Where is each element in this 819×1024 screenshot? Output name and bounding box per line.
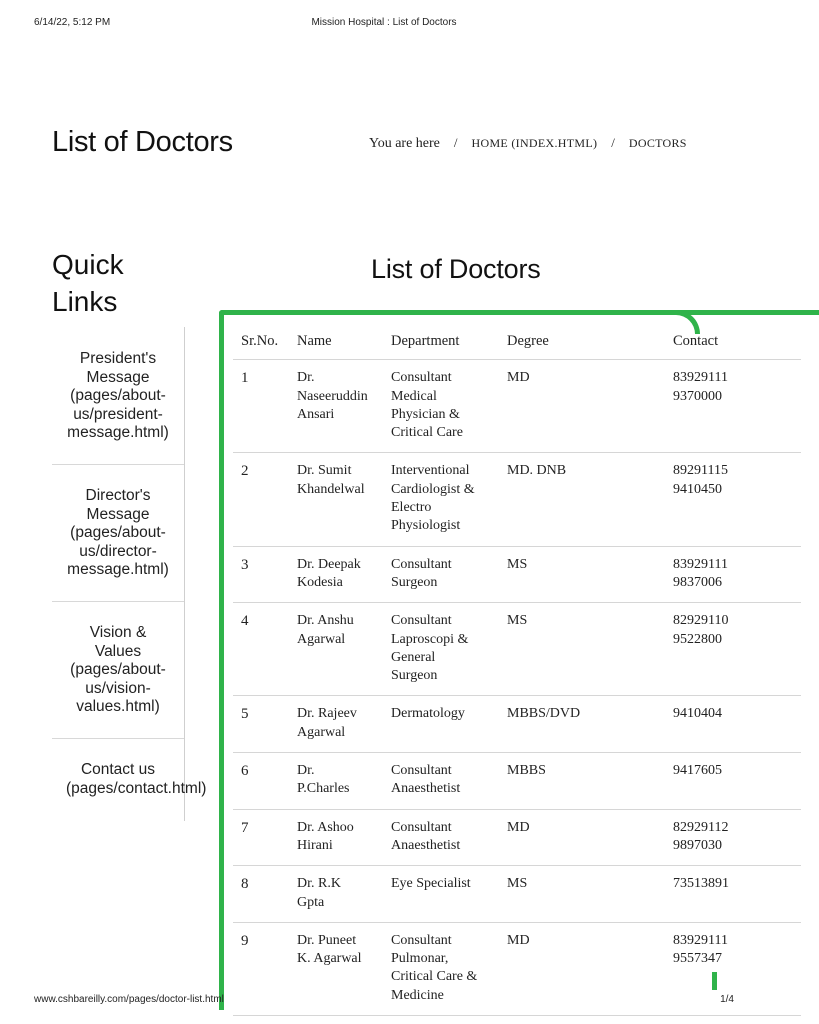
cell-contact-line: 9897030 — [673, 837, 722, 853]
cell-department — [391, 603, 507, 696]
cell-contact-line: 9417605 — [673, 763, 722, 779]
cell-contact — [673, 453, 801, 546]
cell-department-line: General — [391, 649, 436, 665]
column-header-degree: Degree — [507, 333, 549, 349]
cell-name-line: Dr. Ashoo — [297, 819, 354, 835]
cell-name-line: K. Agarwal — [297, 951, 362, 967]
cell-name-line: P.Charles — [297, 781, 350, 797]
cell-contact — [673, 922, 801, 1015]
cell-department-line: Consultant — [391, 556, 452, 572]
print-title: Mission Hospital : List of Doctors — [311, 17, 457, 28]
table-row — [233, 866, 801, 923]
quick-link-vision-values[interactable] — [52, 624, 184, 717]
cell-department-line: Medical — [391, 388, 437, 404]
cell-name-line: Agarwal — [297, 631, 346, 647]
link-line: Contact us — [80, 761, 156, 778]
quick-links-divider — [52, 464, 184, 465]
cell-degree: MD — [507, 819, 530, 835]
link-line: Director's — [85, 487, 151, 504]
cell-name-line: Dr. Puneet — [297, 932, 357, 948]
cell-department-line: Consultant — [391, 819, 452, 835]
print-url: www.cshbareilly.com/pages/doctor-list.html — [34, 994, 224, 1005]
cell-department-line: Interventional — [391, 463, 470, 479]
link-line: (pages/about- — [70, 661, 166, 678]
quick-links-title-line: Links — [52, 286, 118, 317]
link-line: (pages/contact.html) — [66, 779, 207, 797]
cell-name — [297, 546, 391, 603]
quick-links-divider — [52, 738, 184, 739]
link-line: us/president- — [73, 405, 163, 423]
cell-department-line: Consultant — [391, 932, 452, 948]
cell-department-line: Physiologist — [391, 518, 461, 534]
cell-name-line: Kodesia — [297, 574, 343, 590]
cell-contact-line: 89291115 — [673, 463, 728, 479]
cell-name-line: Dr. Anshu — [297, 613, 354, 629]
cell-name-line: Khandelwal — [297, 481, 365, 497]
breadcrumb-prefix: You are here — [369, 136, 440, 151]
quick-links-title — [52, 246, 182, 320]
cell-name-line: Agarwal — [297, 724, 346, 740]
cell-department-line: Cardiologist & — [391, 481, 475, 497]
cell-degree: MS — [507, 876, 528, 892]
cell-department-line: Surgeon — [391, 574, 438, 590]
page-title: List of Doctors — [52, 126, 233, 158]
cell-degree: MBBS — [507, 763, 546, 779]
cell-department-line: Physician & — [391, 406, 460, 422]
link-line: message.html) — [67, 561, 169, 578]
quick-links-divider — [52, 601, 184, 602]
cell-name-line: Dr. — [297, 370, 315, 386]
cell-contact-line: 9522800 — [673, 631, 722, 647]
quick-link-contact[interactable] — [66, 761, 207, 798]
column-header-contact: Contact — [673, 333, 719, 349]
link-line: Values — [94, 642, 142, 660]
doctors-heading: List of Doctors — [371, 254, 541, 284]
link-line: message.html) — [67, 424, 169, 441]
cell-department-line: Critical Care & — [391, 969, 478, 985]
cell-department-line: Consultant — [391, 370, 452, 386]
cell-name-line: Gpta — [297, 894, 325, 910]
cell-name-line: Dr. Deepak — [297, 556, 361, 572]
cell-contact — [673, 696, 801, 753]
breadcrumb-separator: / — [611, 135, 615, 150]
link-line: Vision & — [89, 624, 147, 641]
cell-department — [391, 453, 507, 546]
link-line: Message — [86, 368, 150, 386]
cell-department — [391, 360, 507, 453]
cell-name-line: Dr. Rajeev — [297, 706, 357, 722]
cell-contact — [673, 866, 801, 923]
cell-srno: 5 — [241, 706, 249, 723]
quick-links-nav — [52, 327, 207, 821]
cell-name — [297, 753, 391, 810]
print-page-number: 1/4 — [720, 994, 734, 1005]
cell-department-line: Electro — [391, 500, 432, 516]
cell-department — [391, 866, 507, 923]
cell-degree: MS — [507, 556, 528, 572]
cell-contact — [673, 603, 801, 696]
breadcrumb-current: DOCTORS — [628, 136, 687, 150]
breadcrumb — [369, 135, 687, 152]
cell-srno: 7 — [241, 819, 249, 836]
cell-name — [297, 696, 391, 753]
cell-contact — [673, 753, 801, 810]
cell-contact-line: 83929111 — [673, 932, 728, 948]
cell-degree: MD. DNB — [507, 463, 567, 479]
cell-department-line: Consultant — [391, 613, 452, 629]
cell-name-line: Hirani — [297, 837, 333, 853]
cell-contact — [673, 360, 801, 453]
cell-contact-line: 9557347 — [673, 951, 722, 967]
link-line: Message — [86, 505, 150, 523]
doctors-table — [233, 322, 801, 1016]
cell-name — [297, 922, 391, 1015]
cell-name — [297, 809, 391, 866]
table-row — [233, 603, 801, 696]
cell-srno: 8 — [241, 876, 249, 893]
table-header-row — [233, 322, 801, 360]
cell-department — [391, 809, 507, 866]
link-line: values.html) — [76, 698, 160, 715]
cell-contact — [673, 809, 801, 866]
cell-srno: 3 — [241, 556, 249, 573]
link-line: us/vision- — [85, 679, 151, 697]
cell-department-line: Dermatology — [391, 706, 465, 722]
cell-name-line: Ansari — [297, 406, 335, 422]
cell-contact-line: 9410404 — [673, 706, 722, 722]
cell-department-line: Medicine — [391, 987, 444, 1003]
print-header — [0, 17, 768, 31]
link-line: us/director- — [79, 542, 157, 560]
cell-name-line: Dr. R.K — [297, 876, 341, 892]
cell-department — [391, 696, 507, 753]
cell-department-line: Eye Specialist — [391, 876, 471, 892]
cell-srno: 2 — [241, 463, 249, 480]
cell-department-line: Anaesthetist — [391, 837, 461, 853]
breadcrumb-separator: / — [453, 135, 458, 150]
cell-srno: 9 — [241, 932, 249, 949]
link-line: (pages/about- — [70, 524, 166, 541]
cell-contact-line: 83929111 — [673, 370, 728, 386]
cell-department-line: Laproscopi & — [391, 631, 469, 647]
table-row — [233, 809, 801, 866]
cell-department-line: Surgeon — [391, 668, 438, 684]
cell-department-line: Anaesthetist — [391, 781, 461, 797]
column-header-srno: Sr.No. — [241, 333, 279, 349]
table-row — [233, 922, 801, 1015]
cell-degree: MD — [507, 370, 530, 386]
cell-name — [297, 866, 391, 923]
cell-contact-line: 82929110 — [673, 613, 729, 629]
cell-department — [391, 546, 507, 603]
doctors-table-body — [233, 360, 801, 1016]
cell-department-line: Pulmonar, — [391, 951, 449, 967]
cell-contact-line: 9837006 — [673, 574, 722, 590]
breadcrumb-home-link[interactable]: HOME (INDEX.HTML) — [471, 136, 598, 150]
cell-name-line: Naseeruddin — [297, 388, 368, 404]
cell-degree: MS — [507, 613, 528, 629]
table-row — [233, 360, 801, 453]
cell-srno: 4 — [241, 613, 249, 630]
quick-link-director-message[interactable] — [52, 487, 184, 580]
cell-degree: MBBS/DVD — [507, 706, 581, 722]
cell-degree: MD — [507, 932, 530, 948]
cell-contact-line: 82929112 — [673, 819, 729, 835]
cell-name — [297, 360, 391, 453]
table-row — [233, 696, 801, 753]
quick-links-title-line: Quick — [52, 249, 124, 280]
cell-srno: 1 — [241, 370, 249, 387]
cell-name — [297, 603, 391, 696]
cell-name-line: Dr. Sumit — [297, 463, 352, 479]
column-header-department: Department — [391, 333, 460, 349]
cell-department-line: Critical Care — [391, 425, 463, 441]
cell-department — [391, 922, 507, 1015]
table-row — [233, 453, 801, 546]
cell-contact-line: 9370000 — [673, 388, 722, 404]
table-row — [233, 753, 801, 810]
print-datetime: 6/14/22, 5:12 PM — [34, 17, 111, 28]
link-line: (pages/about- — [70, 387, 166, 404]
cell-srno: 6 — [241, 763, 249, 780]
cell-contact-line: 83929111 — [673, 556, 728, 572]
cell-contact-line: 73513891 — [673, 876, 729, 892]
cell-name — [297, 453, 391, 546]
cell-contact-line: 9410450 — [673, 481, 722, 497]
column-header-name: Name — [297, 333, 332, 349]
cell-department-line: Consultant — [391, 763, 452, 779]
quick-link-president-message[interactable] — [52, 350, 184, 443]
link-line: President's — [79, 350, 157, 367]
table-row — [233, 546, 801, 603]
cell-name-line: Dr. — [297, 763, 315, 779]
cell-department — [391, 753, 507, 810]
cell-contact — [673, 546, 801, 603]
